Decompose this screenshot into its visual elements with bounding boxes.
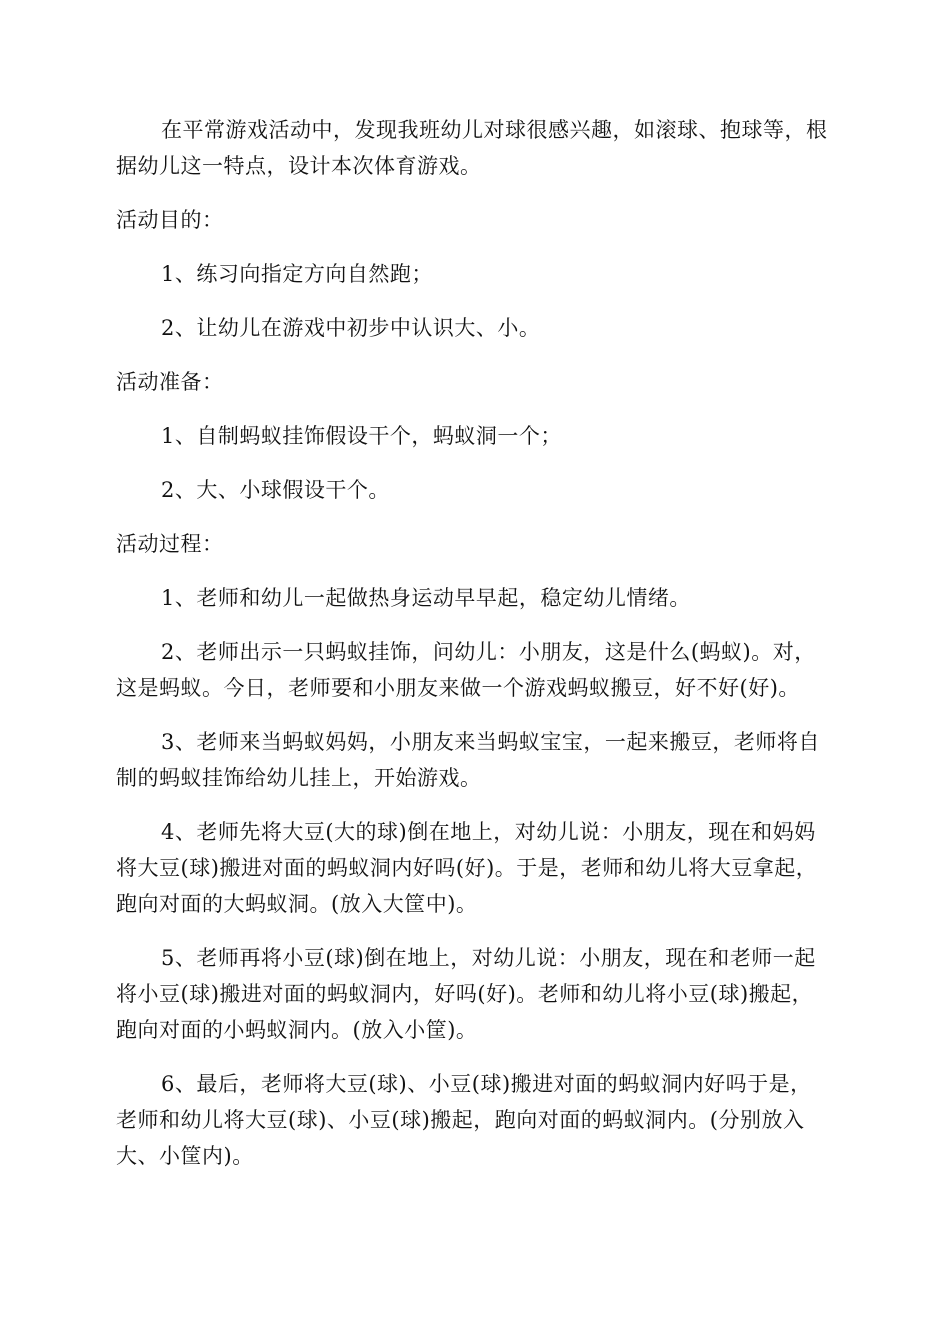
preparation-item: 2、大、小球假设干个。 [161,478,390,502]
process-step: 4、老师先将大豆(大的球)倒在地上，对幼儿说：小朋友，现在和妈妈将大豆(球)搬进对面的蚂蚁洞内好吗(好)。于是，老师和幼儿将大豆拿起，跑向对面的大蚂蚁洞。(放入大筐中)。 [116,820,818,916]
intro-paragraph: 在平常游戏活动中，发现我班幼儿对球很感兴趣，如滚球、抱球等，根据幼儿这一特点，设计本次体育游戏。 [116,118,828,178]
goal-item: 1、练习向指定方向自然跑； [161,262,433,286]
process-step: 2、老师出示一只蚂蚁挂饰，问幼儿：小朋友，这是什么(蚂蚁)。对，这是蚂蚁。今日，老师要和小朋友来做一个游戏蚂蚁搬豆，好不好(好)。 [116,640,816,700]
process-step: 6、最后，老师将大豆(球)、小豆(球)搬进对面的蚂蚁洞内好吗于是，老师和幼儿将大豆(球)、小豆(球)搬起，跑向对面的蚂蚁洞内。(分别放入大、小筐内)。 [116,1072,812,1168]
preparation-heading: 活动准备： [116,370,224,394]
goals-heading: 活动目的： [116,208,224,232]
process-step: 3、老师来当蚂蚁妈妈，小朋友来当蚂蚁宝宝，一起来搬豆，老师将自制的蚂蚁挂饰给幼儿挂上，开始游戏。 [116,730,820,790]
preparation-item: 1、自制蚂蚁挂饰假设干个，蚂蚁洞一个； [161,424,562,448]
process-step: 1、老师和幼儿一起做热身运动早早起，稳定幼儿情绪。 [161,586,691,610]
goal-item: 2、让幼儿在游戏中初步中认识大、小。 [161,316,541,340]
process-heading: 活动过程： [116,532,224,556]
document-body [116,112,832,1192]
process-step: 5、老师再将小豆(球)倒在地上，对幼儿说：小朋友，现在和老师一起将小豆(球)搬进对面的蚂蚁洞内，好吗(好)。老师和幼儿将小豆(球)搬起，跑向对面的小蚂蚁洞内。(放入小筐)。 [116,946,816,1042]
